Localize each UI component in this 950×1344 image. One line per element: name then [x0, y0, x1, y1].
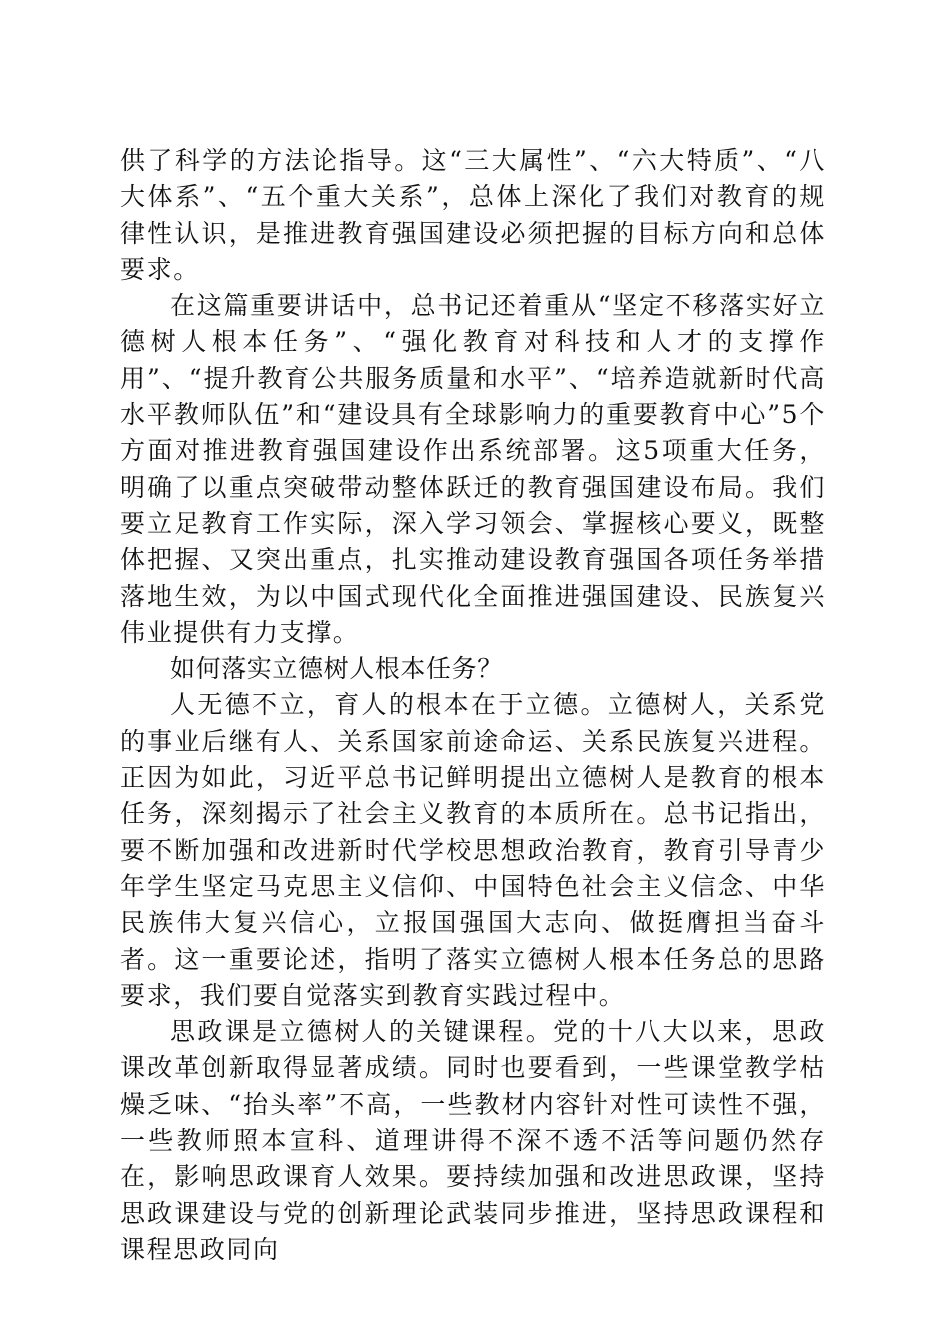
paragraph-moral-education: 人无德不立，育人的根本在于立德。立德树人，关系党的事业后继有人、关系国家前途命运、关系民族复兴进程。正因为如此，习近平总书记鲜明提出立德树人是教育的根本任务，深刻揭示了社会主义教育的本质所在。总书记指出，要不断加强和改进新时代学校思想政治教育，教育引导青少年学生坚定马克思主义信仰、中国特色社会主义信念、中华民族伟大复兴信心，立报国强国大志向、做挺膺担当奋斗者。这一重要论述，指明了落实立德树人根本任务总的思路要求，我们要自觉落实到教育实践过程中。 [120, 690, 826, 1010]
paragraph-ideological-course: 思政课是立德树人的关键课程。党的十八大以来，思政课改革创新取得显著成绩。同时也要看到，一些课堂教学枯燥乏味、“抬头率”不高，一些教材内容针对性可读性不强，一些教师照本宣科、道理讲得不深不透不活等问题仍然存在，影响思政课育人效果。要持续加强和改进思政课，坚持思政课建设与党的创新理论武装同步推进，坚持思政课程和课程思政同向 [120, 1017, 826, 1264]
paragraph-tasks: 在这篇重要讲话中，总书记还着重从“坚定不移落实好立德树人根本任务”、“强化教育对科技和人才的支撑作用”、“提升教育公共服务质量和水平”、“培养造就新时代高水平教师队伍”和“建设具有全球影响力的重要教育中心”5个方面对推进教育强国建设作出系统部署。这5项重大任务，明确了以重点突破带动整体跃迁的教育强国建设布局。我们要立足教育工作实际，深入学习领会、掌握核心要义，既整体把握、又突出重点，扎实推动建设教育强国各项任务举措落地生效，为以中国式现代化全面推进强国建设、民族复兴伟业提供有力支撑。 [120, 291, 826, 647]
section-heading: 如何落实立德树人根本任务？ [170, 654, 503, 684]
paragraph-continued: 供了科学的方法论指导。这“三大属性”、“六大特质”、“八大体系”、“五个重大关系”，总体上深化了我们对教育的规律性认识，是推进教育强国建设必须把握的目标方向和总体要求。 [120, 146, 826, 284]
document-page [120, 143, 826, 1268]
